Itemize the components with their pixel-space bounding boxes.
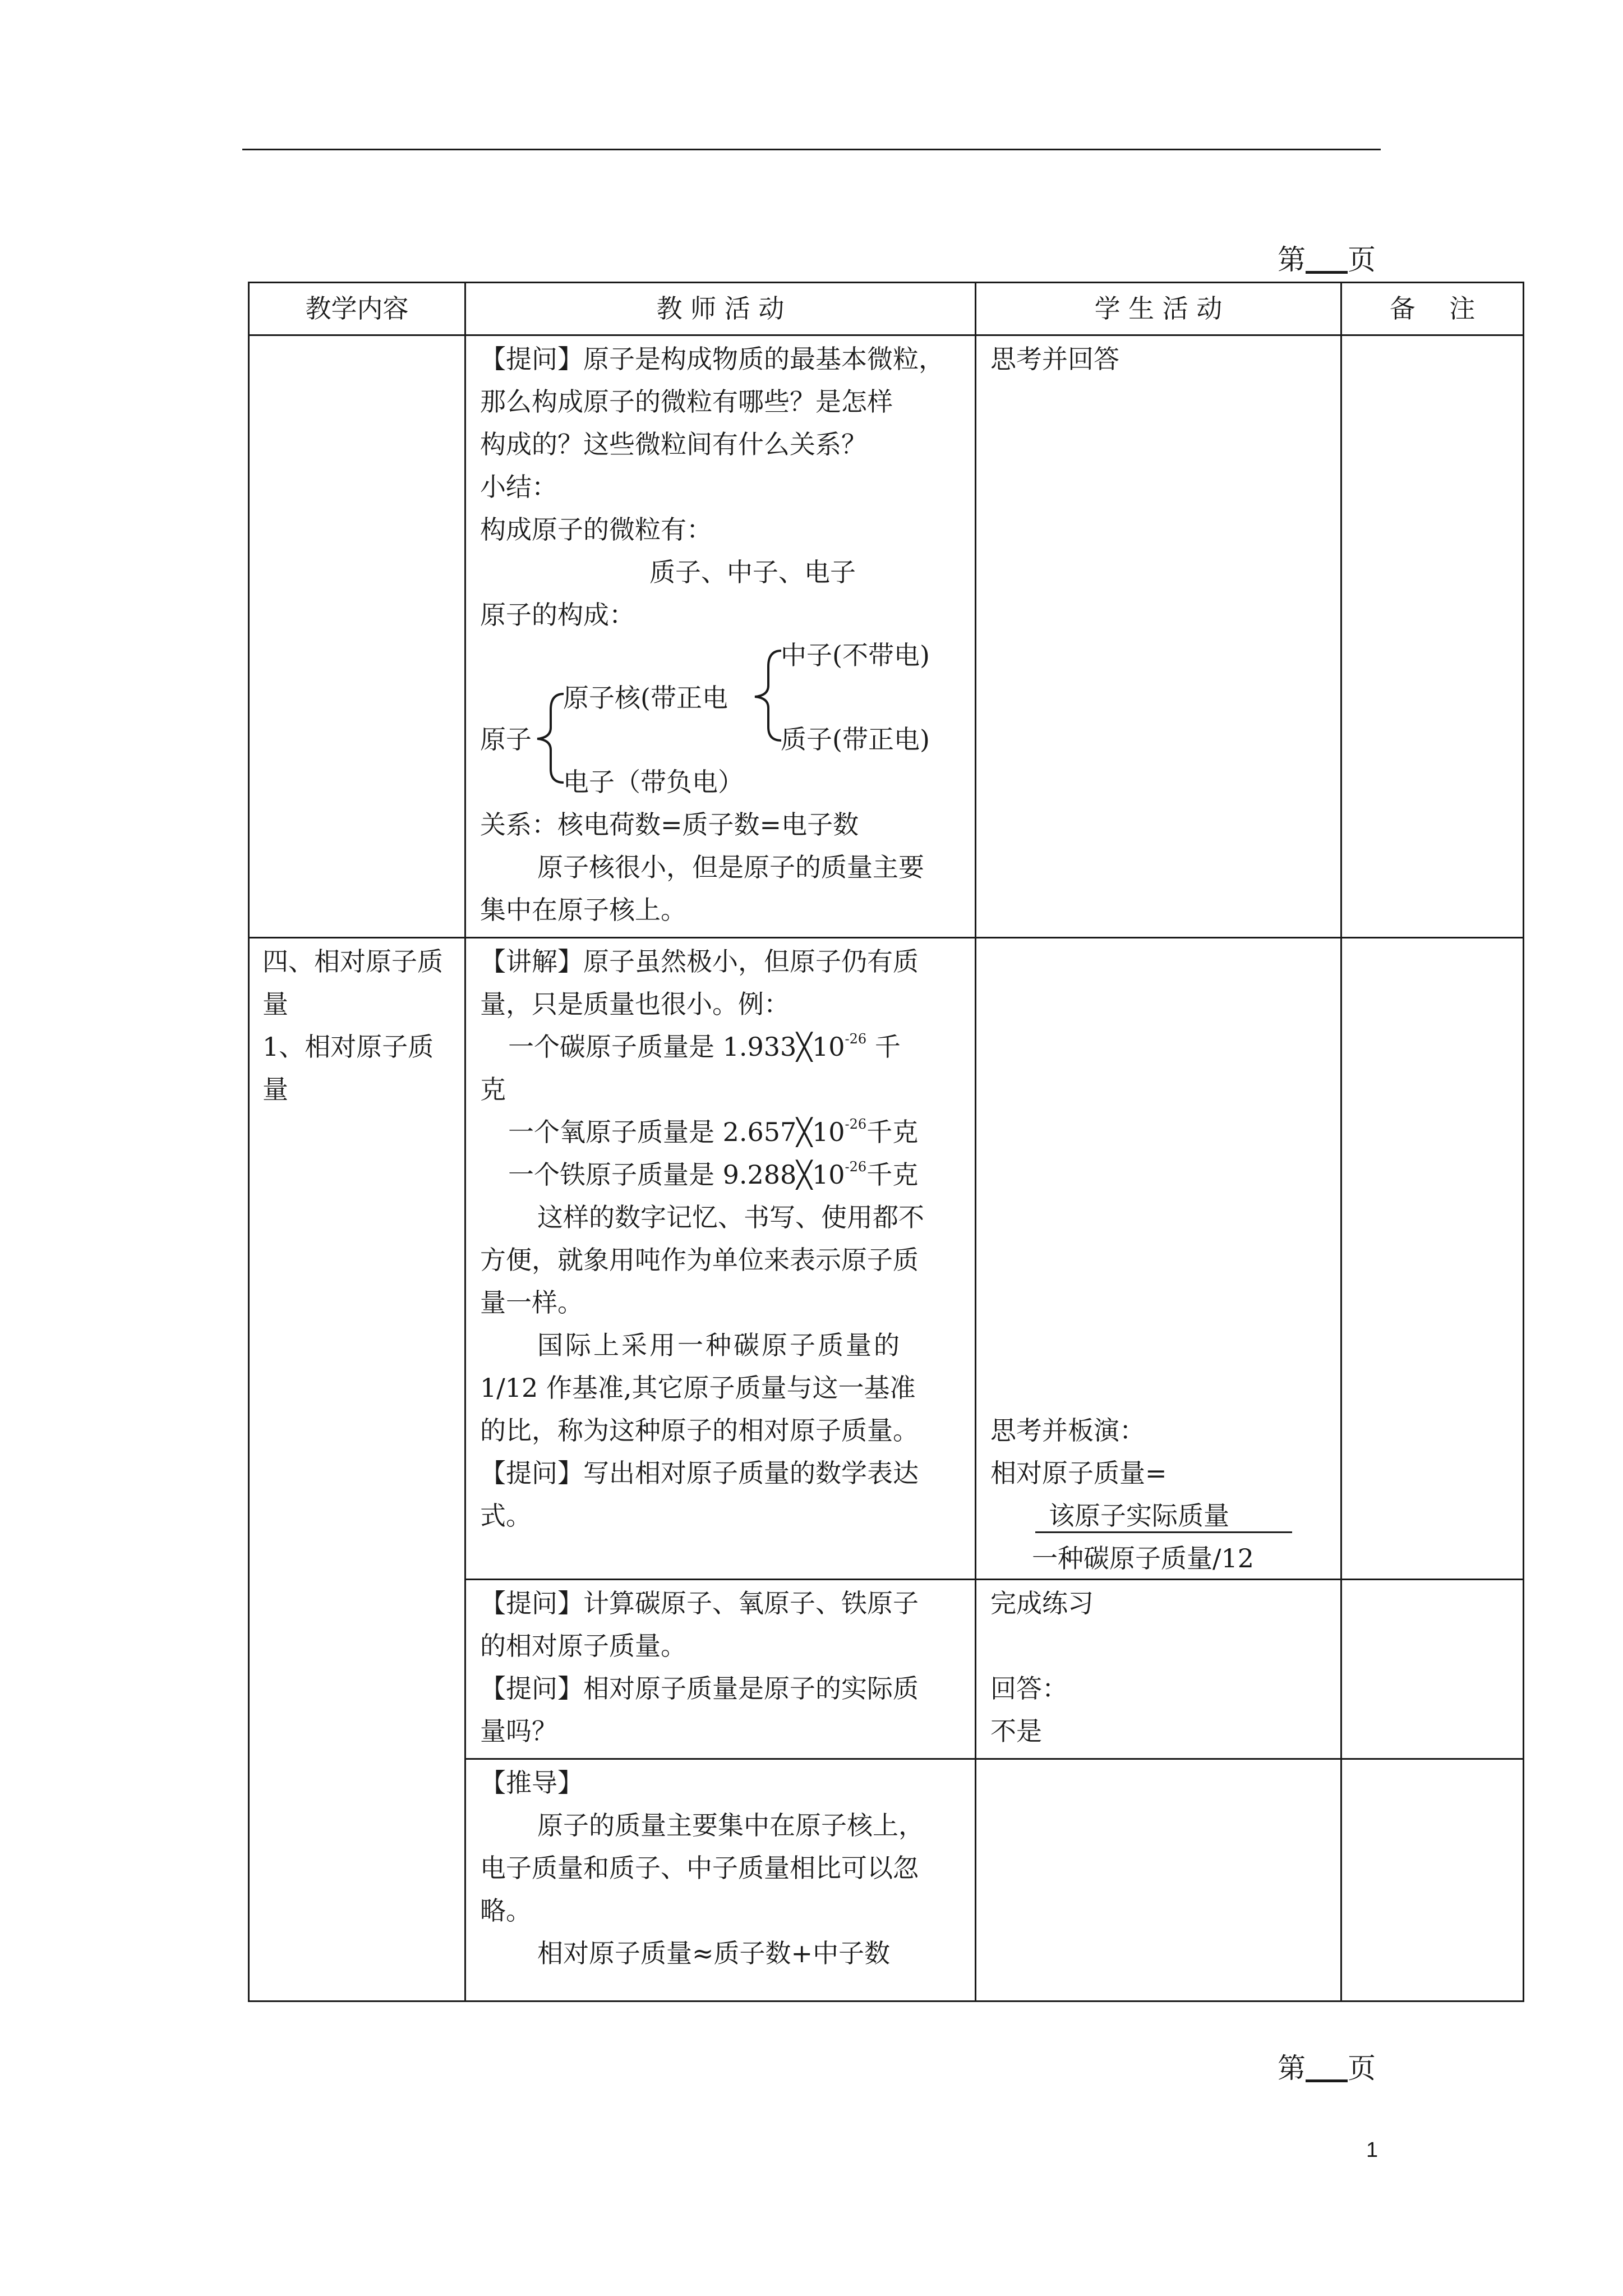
teacher-line: 略。 (480, 1895, 532, 1926)
page-marker-prefix: 第 (1278, 2052, 1306, 2085)
teacher-line: 构成原子的微粒有： (480, 514, 712, 545)
teacher-line: 【提问】相对原子质量是原子的实际质 (480, 1673, 919, 1704)
teacher-line: 原子的质量主要集中在原子核上， (537, 1810, 924, 1841)
carbon-mass-line: 一个碳原子质量是 $1.933╳10^{-26}$ 千 (508, 1031, 901, 1062)
page-marker-prefix: 第 (1278, 243, 1306, 276)
teacher-line: 小结： (480, 472, 557, 502)
page-marker-top (1278, 240, 1376, 279)
student-line: 完成练习 (990, 1588, 1094, 1618)
nucleus-label: 原子核(带正电 (563, 683, 728, 713)
student-line: 相对原子质量= (990, 1458, 1167, 1488)
page-marker-blank: ___ (1306, 2052, 1348, 2085)
teacher-line: 原子核很小，但是原子的质量主要 (537, 852, 924, 882)
iron-mass-line: 一个铁原子质量是 $9.288╳10^{-26}$千克 (508, 1159, 919, 1190)
teacher-line: 1/12 作基准,其它原子质量与这一基准 (480, 1373, 916, 1403)
content-line: 1、相对原子质 (262, 1032, 434, 1062)
proton-label: 质子(带正电) (781, 724, 930, 754)
teacher-line: 量吗？ (480, 1716, 557, 1746)
fraction-numerator: 该原子实际质量 (1049, 1501, 1229, 1531)
teacher-line: 那么构成原子的微粒有哪些？是怎样 (480, 386, 893, 417)
student-line: 不是 (990, 1716, 1042, 1746)
page-marker-suffix: 页 (1348, 243, 1376, 276)
teacher-line: 方便，就象用吨作为单位来表示原子质 (480, 1245, 919, 1275)
oxygen-mass-line: 一个氧原子质量是 $2.657╳10^{-26}$千克 (508, 1116, 919, 1147)
carbon-mass-unit: 克 (480, 1074, 506, 1105)
fraction-denominator: 一种碳原子质量/12 (1032, 1543, 1255, 1573)
content-line: 量 (262, 989, 288, 1019)
header-content: 教学内容 (305, 293, 409, 324)
teacher-line: 电子质量和质子、中子质量相比可以忽 (480, 1853, 919, 1883)
content-line: 四、相对原子质 (262, 946, 443, 977)
teacher-line: 关系：核电荷数=质子数=电子数 (480, 809, 859, 840)
header-teacher: 教 师 活 动 (656, 293, 785, 324)
teacher-line: 构成的？这些微粒间有什么关系？ (480, 429, 867, 459)
teacher-line: 式。 (480, 1501, 532, 1531)
teacher-line: 【推导】 (480, 1768, 583, 1798)
teacher-line: 【提问】原子是构成物质的最基本微粒， (480, 344, 944, 374)
page-marker-suffix: 页 (1348, 2052, 1376, 2085)
neutron-label: 中子(不带电) (781, 640, 930, 670)
electron-label: 电子（带负电） (563, 767, 744, 797)
fraction-bar (1035, 1531, 1292, 1533)
page-marker-bottom (1278, 2049, 1376, 2088)
student-line: 回答： (990, 1673, 1068, 1704)
teacher-line: 量一样。 (480, 1287, 583, 1318)
teacher-line: 【提问】写出相对原子质量的数学表达 (480, 1458, 919, 1488)
teacher-line: 这样的数字记忆、书写、使用都不 (537, 1202, 924, 1232)
page-marker-blank: ___ (1306, 243, 1348, 276)
teacher-line: 的相对原子质量。 (480, 1631, 686, 1661)
student-line: 思考并板演： (990, 1415, 1145, 1446)
teacher-line: 的比，称为这种原子的相对原子质量。 (480, 1415, 919, 1446)
header-notes: 备 注 (1389, 293, 1476, 324)
teacher-line: 【提问】计算碳原子、氧原子、铁原子 (480, 1588, 919, 1618)
teacher-line: 国际上采用一种碳原子质量的 (537, 1330, 902, 1360)
header-rule (242, 149, 1381, 150)
content-line: 量 (262, 1074, 288, 1105)
header-student: 学 生 活 动 (1094, 293, 1223, 324)
brace-icon (533, 687, 566, 785)
brace-icon (750, 644, 784, 744)
teacher-line: 集中在原子核上。 (480, 895, 686, 925)
teacher-line: 相对原子质量≈质子数+中子数 (537, 1938, 891, 1968)
teacher-line: 量，只是质量也很小。例： (480, 989, 790, 1019)
teacher-line: 质子、中子、电子 (649, 557, 856, 587)
teacher-line: 原子的构成： (480, 600, 635, 630)
teacher-line: 【讲解】原子虽然极小，但原子仍有质 (480, 946, 919, 977)
atom-label: 原子 (480, 724, 532, 754)
student-line: 思考并回答 (990, 344, 1119, 374)
page-number: 1 (1366, 2138, 1378, 2162)
